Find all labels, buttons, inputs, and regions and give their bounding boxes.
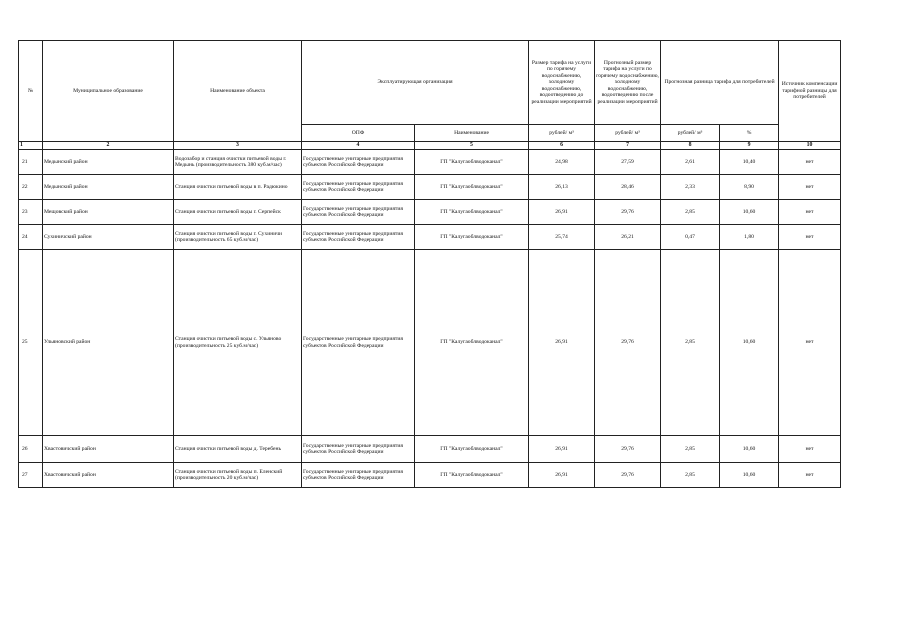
table-row [19,436,841,463]
table-row [19,175,841,200]
header-tariff-before: Размер тарифа на услуги по горячему водоснабжению, холодному водоснабжению, водоотведению до реализации мероприятий [529,41,595,125]
row-tariff-before: 26,91 [529,200,595,225]
header-unit-diff: рублей/ м³ [661,125,720,142]
row-tariff-after: 26,21 [595,225,661,250]
column-number: 9 [720,142,779,150]
row-percent: 10,60 [720,436,779,463]
row-source: нет [779,436,841,463]
header-object: Наименование объекта [174,41,302,142]
row-tariff-after: 28,46 [595,175,661,200]
column-number: 2 [43,142,174,150]
row-difference: 2,85 [661,200,720,225]
table-row [19,150,841,175]
row-municipality: Ульяновский район [43,250,174,436]
row-percent: 10,60 [720,200,779,225]
row-object: Станция очистки питьевой воды д. Теребень [174,436,302,463]
header-source: Источник компенсации тарифной разницы для потребителей [779,41,841,142]
tariff-table-sheet [18,40,841,488]
column-number: 10 [779,142,841,150]
row-org: ГП "Калугаоблводоканал" [415,225,529,250]
row-opf: Государственные унитарные предприятия субъектов Российской Федерации [302,250,415,436]
row-tariff-after: 29,76 [595,436,661,463]
column-number: 1 [19,142,43,150]
row-number: 25 [19,250,43,436]
row-tariff-after: 27,59 [595,150,661,175]
row-tariff-before: 26,13 [529,175,595,200]
row-object: Станция очистки питьевой воды г. Сухиничи (производительность 65 куб.м/час) [174,225,302,250]
header-municipality: Муниципальное образование [43,41,174,142]
row-percent: 1,80 [720,225,779,250]
row-opf: Государственные унитарные предприятия субъектов Российской Федерации [302,175,415,200]
row-org: ГП "Калугаоблводоканал" [415,200,529,225]
table-row [19,225,841,250]
column-number: 4 [302,142,415,150]
row-tariff-before: 26,91 [529,250,595,436]
row-source: нет [779,150,841,175]
row-source: нет [779,250,841,436]
column-number: 5 [415,142,529,150]
row-municipality: Хвастовичский район [43,463,174,488]
row-percent: 10,60 [720,250,779,436]
row-opf: Государственные унитарные предприятия субъектов Российской Федерации [302,150,415,175]
row-tariff-before: 26,91 [529,436,595,463]
row-object: Станция очистки питьевой воды п. Еленский (производительность 20 куб.м/час) [174,463,302,488]
row-opf: Государственные унитарные предприятия субъектов Российской Федерации [302,200,415,225]
row-org: ГП "Калугаоблводоканал" [415,436,529,463]
row-percent: 8,90 [720,175,779,200]
row-difference: 0,47 [661,225,720,250]
header-opf: ОПФ [302,125,415,142]
header-difference: Прогнозная разница тарифа для потребителей [661,41,779,125]
row-percent: 10,40 [720,150,779,175]
row-difference: 2,33 [661,175,720,200]
row-municipality: Сухиничский район [43,225,174,250]
row-opf: Государственные унитарные предприятия субъектов Российской Федерации [302,463,415,488]
header-row [19,41,841,125]
row-tariff-before: 24,98 [529,150,595,175]
row-tariff-after: 29,76 [595,200,661,225]
row-tariff-before: 25,74 [529,225,595,250]
column-number: 8 [661,142,720,150]
column-number: 6 [529,142,595,150]
row-percent: 10,60 [720,463,779,488]
table-row [19,463,841,488]
table-row [19,250,841,436]
row-opf: Государственные унитарные предприятия субъектов Российской Федерации [302,225,415,250]
row-source: нет [779,175,841,200]
row-difference: 2,61 [661,150,720,175]
row-number: 24 [19,225,43,250]
header-no: № [19,41,43,142]
row-object: Станция очистки питьевой воды г. Серпейск [174,200,302,225]
row-object: Станция очистки питьевой воды с. Ульяново (производительность 25 куб.м/час) [174,250,302,436]
row-difference: 2,85 [661,463,720,488]
row-object: Станция очистки питьевой воды в п. Радюкино [174,175,302,200]
tariff-table [18,40,841,488]
row-municipality: Медынский район [43,175,174,200]
header-org: Эксплуатирующая организация [302,41,529,125]
row-number: 22 [19,175,43,200]
row-source: нет [779,200,841,225]
row-tariff-before: 26,91 [529,463,595,488]
row-tariff-after: 29,76 [595,463,661,488]
row-org: ГП "Калугаоблводоканал" [415,250,529,436]
row-opf: Государственные унитарные предприятия субъектов Российской Федерации [302,436,415,463]
header-unit-before: рублей/ м³ [529,125,595,142]
row-org: ГП "Калугаоблводоканал" [415,175,529,200]
row-object: Водозабор и станция очистки питьевой воды г. Медынь (производительность 380 куб.м/час) [174,150,302,175]
column-number: 3 [174,142,302,150]
row-tariff-after: 29,76 [595,250,661,436]
row-org: ГП "Калугаоблводоканал" [415,150,529,175]
header-tariff-after: Прогнозный размер тарифа на услуги по горячему водоснабжению, холодному водоснабжению, водоотведению после реализации мероприятий [595,41,661,125]
row-municipality: Мещовский район [43,200,174,225]
row-number: 26 [19,436,43,463]
row-difference: 2,85 [661,250,720,436]
row-difference: 2,85 [661,436,720,463]
row-municipality: Хвастовичский район [43,436,174,463]
row-number: 21 [19,150,43,175]
row-number: 23 [19,200,43,225]
row-source: нет [779,463,841,488]
row-municipality: Медынский район [43,150,174,175]
column-number-row [19,142,841,150]
header-unit-pct: % [720,125,779,142]
header-unit-after: рублей/ м³ [595,125,661,142]
row-number: 27 [19,463,43,488]
column-number: 7 [595,142,661,150]
row-source: нет [779,225,841,250]
table-row [19,200,841,225]
row-org: ГП "Калугаоблводоканал" [415,463,529,488]
header-org-name: Наименование [415,125,529,142]
